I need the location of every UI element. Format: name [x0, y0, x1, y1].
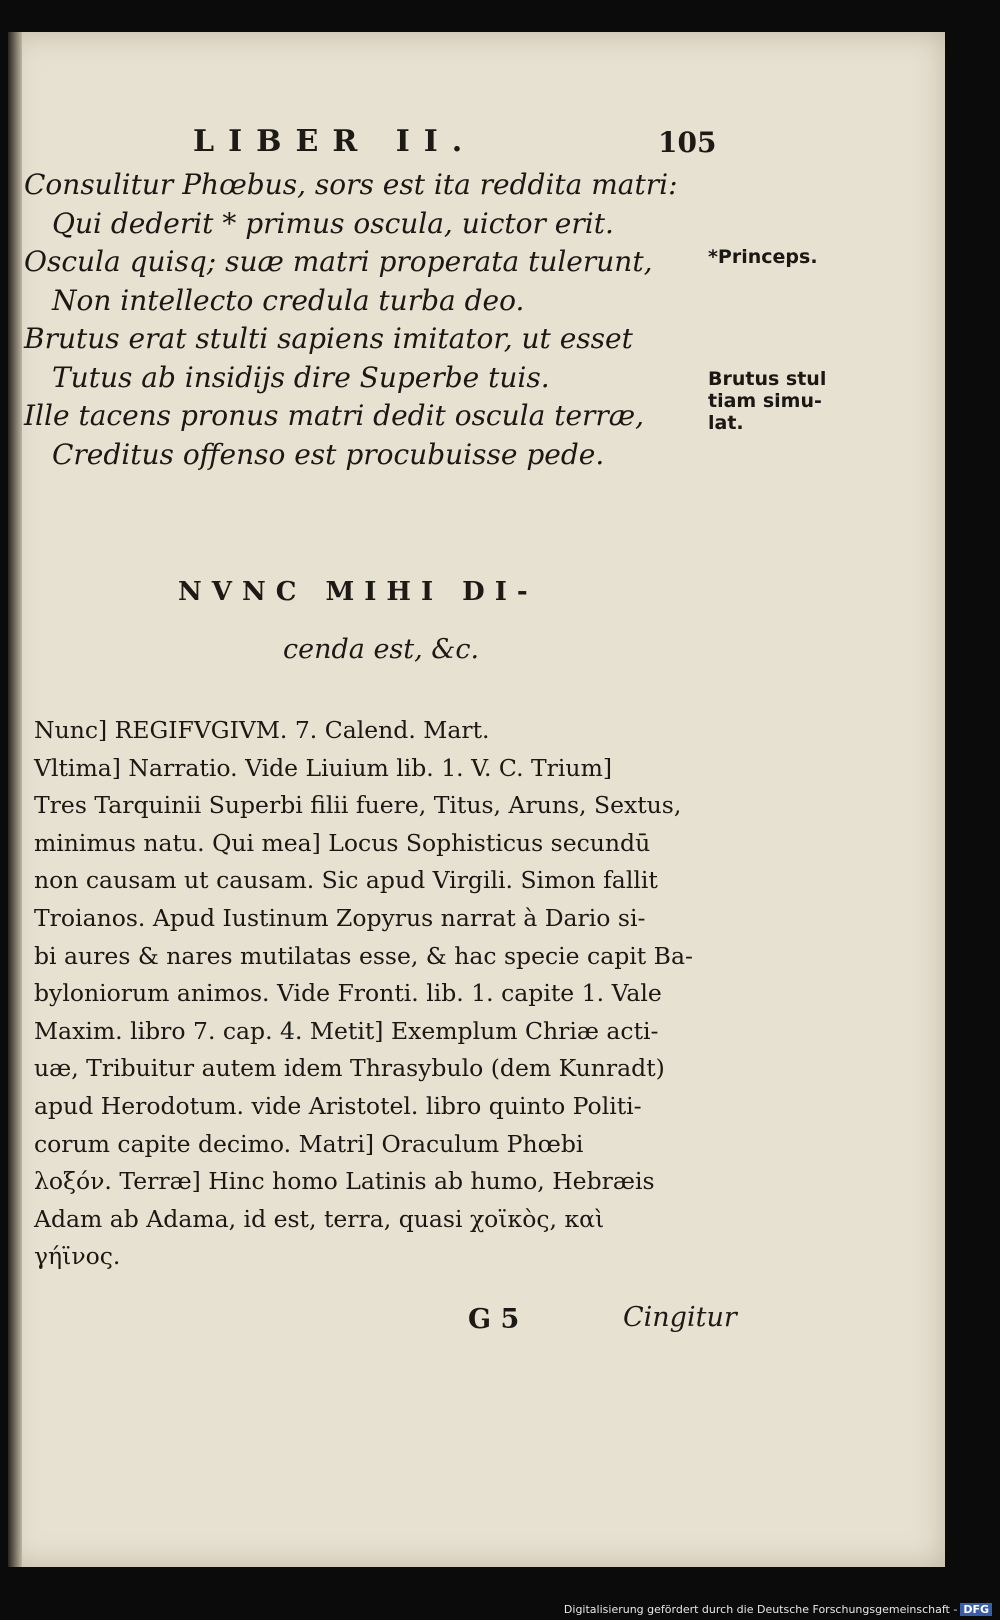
commentary-line: byloniorum animos. Vide Fronti. lib. 1. capite 1. Vale	[34, 979, 662, 1008]
book-page	[8, 32, 945, 1567]
margin-note-line: lat.	[708, 412, 744, 434]
commentary-line: Adam ab Adama, id est, terra, quasi χοϊκὸς, καὶ	[34, 1204, 605, 1233]
commentary-line: apud Herodotum. vide Aristotel. libro quinto Politi-	[34, 1091, 642, 1120]
verse-line: Qui dederit * primus oscula, uictor erit.	[52, 206, 614, 240]
commentary-line: Nunc] REGIFVGIVM. 7. Calend. Mart.	[34, 716, 490, 744]
verse-line: Ille tacens pronus matri dedit oscula terræ,	[24, 399, 645, 432]
margin-note-line: Brutus stul	[708, 368, 827, 390]
verse-block	[24, 166, 678, 474]
section-heading-continued: cenda est, &c.	[283, 634, 480, 665]
section-heading: NVNC MIHI DI-	[178, 577, 538, 607]
commentary-line: Maxim. libro 7. cap. 4. Metit] Exemplum Chriæ acti-	[34, 1016, 659, 1045]
commentary-line: Vltima] Narratio. Vide Liuium lib. 1. V. C. Trium]	[34, 753, 613, 782]
commentary-line: bi aures & nares mutilatas esse, & hac specie capit Ba-	[34, 941, 693, 970]
commentary-line: Tres Tarquinii Superbi filii fuere, Titus, Aruns, Sextus,	[34, 791, 682, 820]
margin-note-line: tiam simu-	[708, 390, 822, 412]
dfg-logo: DFG	[960, 1603, 992, 1616]
digitization-footer	[564, 1603, 992, 1616]
signature-mark: G 5	[468, 1304, 520, 1335]
commentary-block	[34, 712, 734, 1276]
commentary-line: non causam ut causam. Sic apud Virgili. Simon fallit	[34, 866, 658, 895]
commentary-line: minimus natu. Qui mea] Locus Sophisticus secundū	[34, 828, 651, 857]
verse-line: Non intellecto credula turba deo.	[52, 283, 525, 317]
commentary-line: γήϊνος.	[34, 1242, 121, 1271]
margin-note-brutus	[708, 368, 828, 434]
commentary-line: uæ, Tribuitur autem idem Thrasybulo (dem Kunradt)	[34, 1054, 665, 1083]
catchword: Cingitur	[623, 1302, 737, 1333]
footer-text: Digitalisierung gefördert durch die Deutsche Forschungsgemeinschaft -	[563, 1603, 958, 1616]
verse-line: Consulitur Phœbus, sors est ita reddita matri:	[24, 168, 678, 201]
verse-line: Tutus ab insidijs dire Superbe tuis.	[52, 360, 550, 394]
page-number: 105	[658, 126, 717, 159]
page-header	[8, 124, 945, 164]
verse-line: Creditus offenso est procubuisse pede.	[52, 437, 605, 471]
commentary-line: Troianos. Apud Iustinum Zopyrus narrat à Dario si-	[34, 903, 646, 932]
margin-note-princeps: *Princeps.	[708, 246, 818, 268]
verse-line: Oscula quisq; suæ matri properata tulerunt,	[24, 245, 653, 278]
commentary-line: λοξόν. Terræ] Hinc homo Latinis ab humo, Hebræis	[34, 1167, 655, 1196]
page-gutter	[8, 32, 22, 1567]
verse-line: Brutus erat stulti sapiens imitator, ut esset	[24, 322, 633, 355]
commentary-line: corum capite decimo. Matri] Oraculum Phœbi	[34, 1129, 584, 1158]
running-head: LIBER II.	[193, 124, 477, 159]
